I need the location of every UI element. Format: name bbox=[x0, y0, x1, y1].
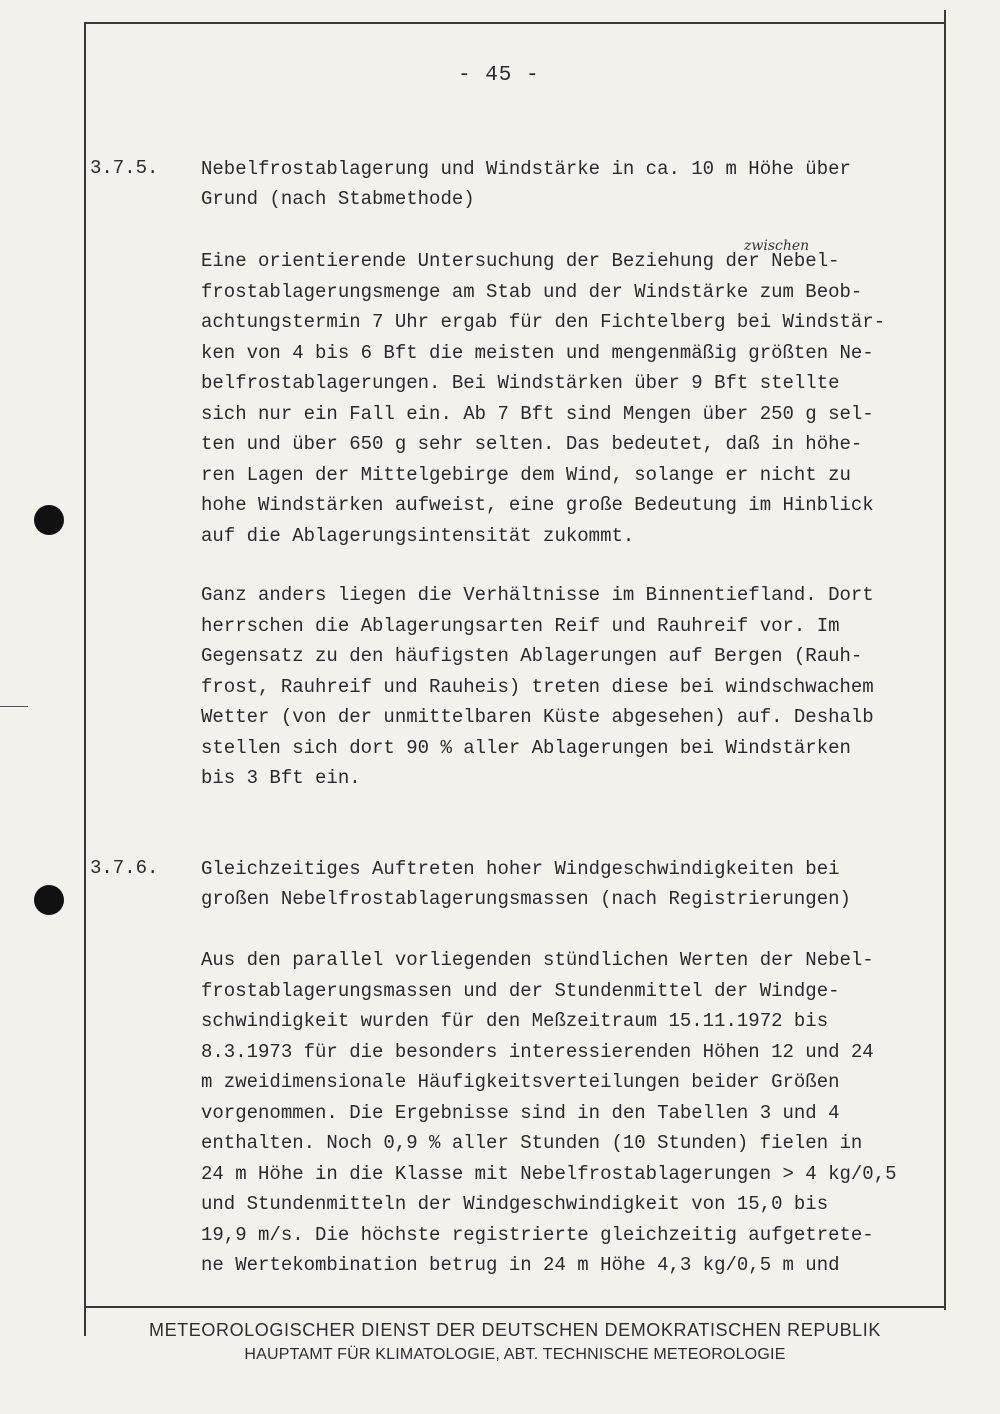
heading-line: Nebelfrostablagerung und Windstärke in ca. 10 m Höhe über bbox=[201, 158, 851, 180]
text-line: bis 3 Bft ein. bbox=[201, 767, 361, 789]
section-heading-376 bbox=[201, 854, 941, 914]
text-line: ten und über 650 g sehr selten. Das bedeutet, daß in höhe- bbox=[201, 433, 863, 455]
text-line: belfrostablagerungen. Bei Windstärken über 9 Bft stellte bbox=[201, 372, 840, 394]
text-line: 8.3.1973 für die besonders interessierenden Höhen 12 und 24 bbox=[201, 1040, 874, 1063]
text-line: ren Lagen der Mittelgebirge dem Wind, solange er nicht zu bbox=[201, 463, 851, 486]
text-line: Gegensatz zu den häufigsten Ablagerungen auf Bergen (Rauh- bbox=[201, 645, 863, 667]
section-376-paragraph-1 bbox=[201, 945, 941, 1281]
text-line: sich nur ein Fall ein. Ab 7 Bft sind Mengen über 250 g sel- bbox=[201, 402, 874, 425]
section-heading-375 bbox=[201, 154, 941, 214]
text-line: herrschen die Ablagerungsarten Reif und Rauhreif vor. Im bbox=[201, 614, 840, 637]
text-line: auf die Ablagerungsintensität zukommt. bbox=[201, 524, 635, 547]
handwritten-annotation: zwischen bbox=[744, 238, 810, 254]
text-line: 24 m Höhe in die Klasse mit Nebelfrostablagerungen > 4 kg/0,5 bbox=[201, 1162, 897, 1185]
text-line: ne Wertekombination betrug in 24 m Höhe 4,3 kg/0,5 m und bbox=[201, 1254, 840, 1276]
heading-line: Grund (nach Stabmethode) bbox=[201, 188, 475, 210]
text-line: vorgenommen. Die Ergebnisse sind in den Tabellen 3 und 4 bbox=[201, 1101, 840, 1124]
text-line: und Stundenmitteln der Windgeschwindigkeit von 15,0 bis bbox=[201, 1193, 829, 1215]
frame-bottom-line bbox=[84, 1306, 946, 1308]
section-number-376: 3.7.6. bbox=[90, 857, 159, 879]
text-line: hohe Windstärken aufweist, eine große Bedeutung im Hinblick bbox=[201, 494, 874, 516]
footer-department: HAUPTAMT FÜR KLIMATOLOGIE, ABT. TECHNISCHE METEOROLOGIE bbox=[244, 1346, 786, 1363]
text-line: m zweidimensionale Häufigkeitsverteilungen beider Größen bbox=[201, 1071, 840, 1093]
text-line: frostablagerungsmenge am Stab und der Windstärke zum Beob- bbox=[201, 280, 863, 303]
punch-hole-upper bbox=[34, 505, 64, 535]
text-line: frost, Rauhreif und Rauheis) treten diese bei windschwachem bbox=[201, 675, 874, 698]
section-375-paragraph-1 bbox=[201, 246, 941, 551]
heading-line: Gleichzeitiges Auftreten hoher Windgeschwindigkeiten bei bbox=[201, 858, 840, 880]
section-375-paragraph-2 bbox=[201, 580, 941, 794]
page-number: - 45 - bbox=[458, 64, 540, 87]
fold-mark bbox=[0, 706, 28, 707]
text-line: Ganz anders liegen die Verhältnisse im Binnentiefland. Dort bbox=[201, 584, 874, 606]
text-line: stellen sich dort 90 % aller Ablagerungen bei Windstärken bbox=[201, 736, 851, 759]
text-line: Wetter (von der unmittelbaren Küste abgesehen) auf. Deshalb bbox=[201, 706, 874, 728]
frame-right-line bbox=[944, 10, 946, 1310]
text-line: schwindigkeit wurden für den Meßzeitraum 15.11.1972 bis bbox=[201, 1010, 829, 1032]
text-line: ken von 4 bis 6 Bft die meisten und mengenmäßig größten Ne- bbox=[201, 341, 874, 364]
text-line: Eine orientierende Untersuchung der Beziehung der Nebel- bbox=[201, 250, 840, 272]
text-line: Aus den parallel vorliegenden stündlichen Werten der Nebel- bbox=[201, 949, 874, 971]
footer-institution: METEOROLOGISCHER DIENST DER DEUTSCHEN DEMOKRATISCHEN REPUBLIK bbox=[148, 1320, 882, 1340]
section-number-375: 3.7.5. bbox=[90, 157, 159, 179]
heading-line: großen Nebelfrostablagerungsmassen (nach Registrierungen) bbox=[201, 888, 851, 910]
frame-left-line bbox=[84, 22, 86, 1336]
text-line: frostablagerungsmassen und der Stundenmittel der Windge- bbox=[201, 979, 840, 1002]
frame-top-line bbox=[84, 22, 946, 24]
text-line: achtungstermin 7 Uhr ergab für den Fichtelberg bei Windstär- bbox=[201, 311, 886, 333]
text-line: enthalten. Noch 0,9 % aller Stunden (10 Stunden) fielen in bbox=[201, 1132, 863, 1154]
punch-hole-lower bbox=[34, 885, 64, 915]
text-line: 19,9 m/s. Die höchste registrierte gleichzeitig aufgetrete- bbox=[201, 1223, 874, 1246]
